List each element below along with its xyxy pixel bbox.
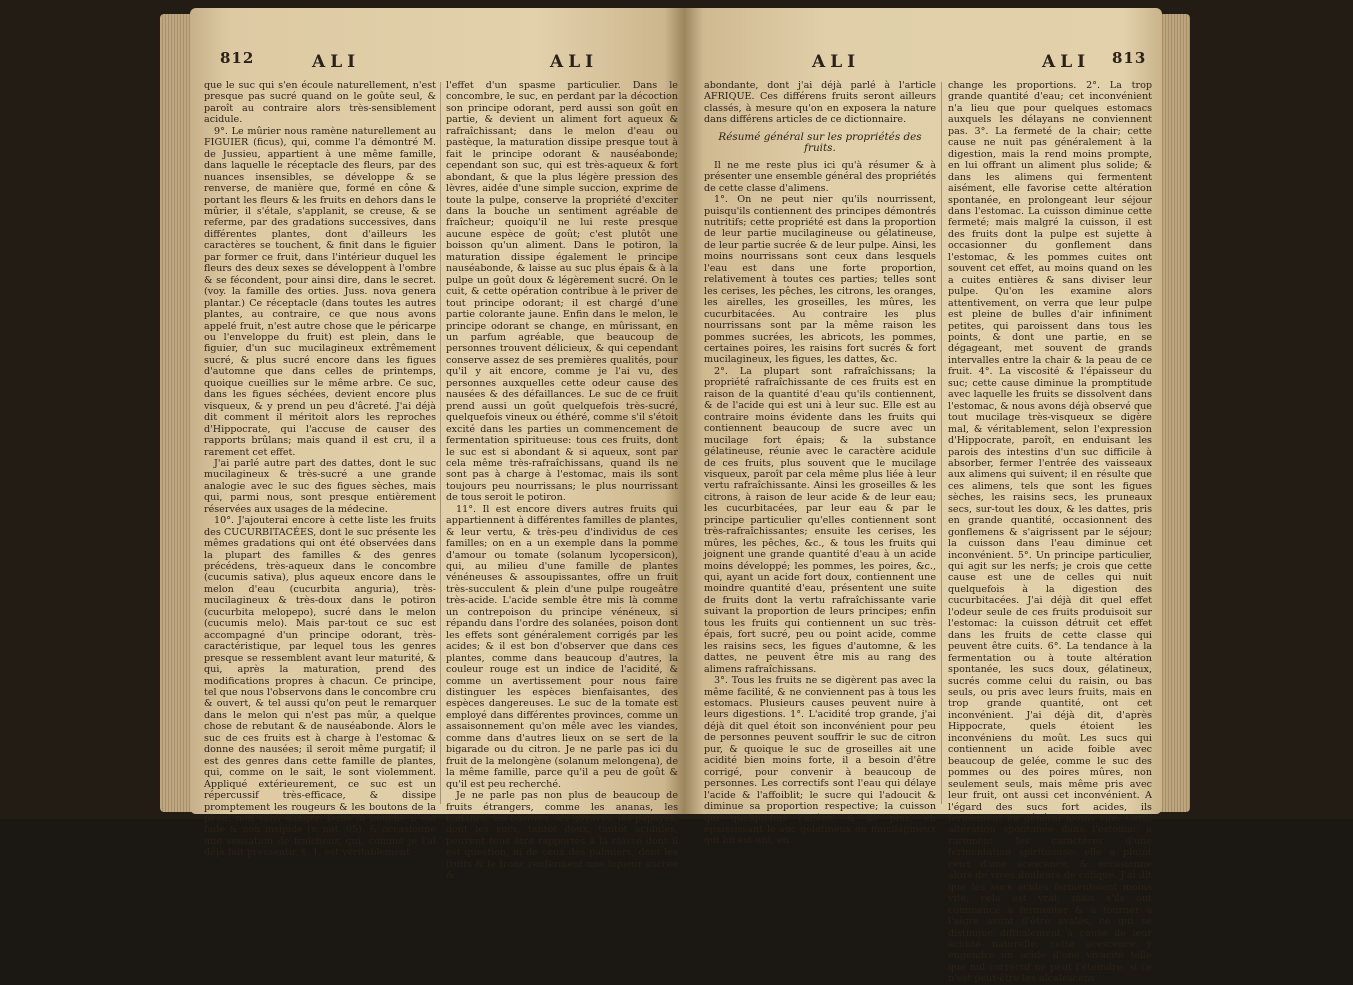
paragraph: 11°. Il est encore divers autres fruits qui appartiennent à différentes familles de plantes, & leur vertu, & très-peu d'individus de ces familles; on en a un exemple dans la pomme d'amour ou tomate (solanum lycopersicon), qui, au milieu d'une famille de plantes vénéneuses & assoupissantes, offre un fruit très-succulent & plein d'une pulpe rougeâtre très-acide. L'acide semble être mis là comme un contrepoison du principe vénéneux, si répandu dans l'ordre des solanées, poison dont les effets sont généralement corrigés par les acides; & il est bon d'observer que dans ces plantes, comme dans beaucoup d'autres, la couleur rouge est un indice de l'acidité, & comme un avertissement pour nous faire distinguer les espèces bienfaisantes, des espèces dangereuses. Le suc de la tomate est employé dans différentes provinces, comme un assaisonnement qu'on mêle avec les viandes, comme dans d'autres lieux on se sert de la bigarade ou du citron. Je ne parle pas ici du fruit de la melongène (solanum melongena), de la même famille, parce qu'il a peu de goût & qu'il est peu recherché.: [446, 503, 678, 790]
paragraph: 3°. Tous les fruits ne se digèrent pas avec la même facilité, & ne conviennent pas à tous les estomacs. Plusieurs causes peuvent nuire à leurs digestions. 1°. L'acidité trop grande, j'ai déjà dit quel étoit son inconvénient pour peu de personnes peuvent souffrir le suc de citron pur, & quoique le suc de groseilles ait une acidité bien moins forte, il a besoin d'être corrigé, pour convenir à beaucoup de personnes. Les correctifs sont l'eau qui délaye l'acide & l'affoiblit; le sucre qui l'adoucit & diminue sa proportion respective; la cuisson qui quelquefois l'altère, & de plus, en épaississant le suc gélatineux ou mucilagineux qui lui est uni, en: [704, 675, 936, 847]
column-divider: [440, 82, 441, 804]
right-page: [684, 8, 1162, 985]
left-page-header: [190, 49, 684, 72]
left-page: [190, 8, 684, 882]
left-page-column-2: [446, 80, 678, 882]
paragraph: 10°. J'ajouterai encore à cette liste les fruits des CUCURBITACÉES, dont le suc présente les mêmes gradations qui ont été observées dans la plupart des familles & des genres précédens, très-aqueux dans le concombre (cucumis sativa), plus aqueux encore dans le melon d'eau (cucurbita anguria), très-mucilagineux & très-doux dans le potiron (cucurbita melopepo), sucré dans le melon (cucumis melo). Mais par-tout ce suc est accompagné d'un principe odorant, très-caractéristique, par lequel tous les genres presque se ressemblent avant leur maturité, & qui, après la maturation, prend des modifications propres à chacun. Ce principe, tel que nous l'observons dans le concombre cru & ouvert, & tel aussi qu'on peut le remarquer dans le melon qui n'est pas mûr, a quelque chose de rebutant & de nauséabonde. Alors le suc de ces fruits est à charge à l'estomac & donne des nausées; il seroit même purgatif; il est des genres dans cette famille de plantes, qui, comme on le sait, le sont violemment. Appliqué extérieurement, ce suc est un répercussif très-efficace, & dissipe promptement les rougeurs & les boutons de la peau, non sans danger. Dans la bouche il est fade & non insipide (v. not. 65), & occasionne une sensation de fraîcheur, qui, comme je l'ai déjà fait pressentir, §. 1, est véritablement: [204, 515, 436, 859]
paragraph: change les proportions. 2°. La trop grande quantité d'eau; cet inconvénient n'a lieu que pour quelques estomacs auxquels les délayans ne conviennent pas. 3°. La fermeté de la chair; cette cause ne nuit pas généralement à la digestion, mais la rend moins prompte, en lui offrant un aliment plus solide; & dans les alimens qui fermentent aisément, elle favorise cette altération spontanée, en prolongeant leur séjour dans l'estomac. La cuisson diminue cette fermeté; mais malgré la cuisson, il est des fruits dont la pulpe est sujette à occasionner du gonflement dans l'estomac, & les pommes cuites ont souvent cet effet, au moins quand on les a cuites entières & sans diviser leur pulpe. Qu'on les examine alors attentivement, on verra que leur pulpe est pleine de bulles d'air infiniment petites, qui paroissent dans tous les points, & dont une partie, en se dégageant, met souvent de grands intervalles entre la chair & la peau de ce fruit. 4°. La viscosité & l'épaisseur du suc; cette cause diminue la promptitude avec laquelle les fruits se dissolvent dans l'estomac, & nous avons déjà observé que tout mucilage très-visqueux se digère mal, & véritablement, selon l'expression d'Hippocrate, paroît, en enduisant les parois des intestins d'un suc difficile à absorber, fermer l'entrée des vaisseaux aux alimens qui suivent; il en résulte que ces alimens, tels que sont les figues sèches, les raisins secs, les pruneaux secs, sur-tout les doux, & les dattes, pris en grande quantité, occasionnent des gonflemens & s'aigrissent par le séjour; la cuisson dans l'eau diminue cet inconvénient. 5°. Un principe particulier, qui agit sur les nerfs; je crois que cette cause est une de celles qui nuit quelquefois à la digestion des cucurbitacées. J'ai déjà dit quel effet l'odeur seule de ces fruits produisoit sur l'estomac: la cuisson détruit cet effet dans les fruits de cette classe qui peuvent être cuits. 6°. La tendance à la fermentation ou à toute altération spontanée, les sucs doux, gélatineux, sucrés comme celui du raisin, ou bas seuls, ou pris avec leurs fruits, mais en trop grande quantité, ont cet inconvénient. J'ai déjà dit, d'après Hippocrate, quels étoient les inconvéniens du moût. Les sucs qui contiennent un acide foible avec beaucoup de gelée, comme le suc des pommes ou des poires mûres, non seulement seuls, mais même pris avec leur fruit, ont aussi cet inconvénient. A l'égard des sucs fort acides, ils fermentent en général moins vite. Cette altération spontanée dans l'estomac a rarement les caractères d'une fermentation spiritueuse; elle a plutôt ceux d'une acescence, & occasionne alors de vives douleurs de colique. J'ai dit que les sucs acides fermentoient moins vite; cela est vrai; mais s'ils ont commencé à fermenter & à tourner à l'aigre avant d'être avalés, ce qui se distingue difficilement à cause de leur acidité naturelle; cette acescence y engendre un acide d'une vivacité telle que nul correctif ne peut l'éteindre; si ce n'est peut-être les alcalescens.: [948, 80, 1152, 985]
left-running-head-right: ALI: [550, 52, 599, 72]
paragraph: abondante, dont j'ai déjà parlé à l'article AFRIQUE. Ces différens fruits seront ailleurs classés, à mesure qu'on en exposera la nature dans différens articles de ce dictionnaire.: [704, 80, 936, 126]
right-running-head-left: ALI: [812, 52, 861, 72]
right-page-column-2: [948, 80, 1152, 985]
right-page-column-1: [704, 80, 936, 847]
paragraph: Il ne me reste plus ici qu'à résumer & à présenter une ensemble général des propriétés de cette classe d'alimens.: [704, 159, 936, 194]
paragraph: 1°. On ne peut nier qu'ils nourrissent, puisqu'ils contiennent des principes démontrés nutritifs; cette propriété est dans la proportion de leur partie mucilagineuse ou gélatineuse, de leur partie sucrée & de leur pulpe. Ainsi, les moins nourrissans sont ceux dans lesquels l'eau est dans une forte proportion, relativement à toutes ces parties; telles sont les cerises, les pêches, les citrons, les oranges, les airelles, les groseilles, les mûres, les cucurbitacées. Au contraire les plus nourrissans sont par la même raison les pommes sucrées, les abricots, les pommes, certaines poires, les raisins fort sucrés & fort mucilagineux, les figues, les dattes, &c.: [704, 194, 936, 366]
right-page-edges: [1160, 14, 1190, 812]
column-divider: [941, 82, 942, 804]
paragraph: 2°. La plupart sont rafraîchissans; la propriété rafraîchissante de ces fruits est en raison de la quantité d'eau qu'ils contiennent, & de l'acide qui est uni à leur suc. Elle est au contraire moins évidente dans les fruits qui contiennent beaucoup de sucre avec un mucilage fort épais; & la substance gélatineuse, réunie avec le caractère acidule de ces fruits, plus souvent que le mucilage visqueux, paroît par cela même plus liée à leur vertu rafraîchissante. Ainsi les groseilles & les citrons, à raison de leur acide & de leur eau; les cucurbitacées, par leur eau & par le principe particulier qu'elles contiennent sont très-rafraîchissantes; ensuite les cerises, les mûres, les pêches, &c., & tous les fruits qui joignent une grande quantité d'eau à un acide moins développé; les pommes, les poires, &c., qui, ayant un acide fort doux, contiennent une moindre quantité d'eau, présentent une suite de fruits dont la vertu rafraîchissante varie suivant la proportion de leurs principes; enfin tous les fruits qui contiennent un suc très-épais, fort sucré, peu ou point acide, comme les raisins secs, les figues d'automne, & les dattes, ne peuvent être mis au rang des alimens rafraîchissans.: [704, 365, 936, 675]
paragraph: que le suc qui s'en écoule naturellement, n'est presque pas sucré quand on le goûte seul, & paroît au contraire alors très-sensiblement acidule.: [204, 80, 436, 126]
paragraph: Je ne parle pas non plus de beaucoup de fruits étrangers, comme les ananas, les bananes, les bacoves, les goyaves, les papayes, dont les sucs, tantôt doux, tantôt acidules, peuvent tous être rapportés à la classe dont il est question, ni de ceux des palmiers, dont les fruits & le tronc renferment une liqueur sucrée &: [446, 790, 678, 882]
paragraph: 9°. Le mûrier nous ramène naturellement au FIGUIER (ficus), qui, comme l'a démontré M. de Jussieu, appartient à une même famille, dans laquelle le réceptacle des fleurs, par des nuances insensibles, se développe & se renverse, de manière que, formé en cône & portant les fleurs & les fruits en dehors dans le mûrier, il s'étale, s'applanit, se creuse, & se referme, par des gradations successives, dans différentes plantes, dont d'ailleurs les caractères se touchent, & finit dans le figuier par former ce fruit, dans l'intérieur duquel les fleurs des deux sexes se développent à l'ombre & se fécondent, pour ainsi dire, dans le secret. (voy. la famille des orties. Juss. nova genera plantar.) Ce réceptacle (dans toutes les autres plantes, au contraire, ce que nous avons appelé fruit, n'est autre chose que le péricarpe ou l'enveloppe du fruit) est plein, dans le figuier, d'un suc mucilagineux extrêmement sucré, & plus sucré encore dans les figues d'automne que dans celles de printemps, quoique cueillies sur le même arbre. Ce suc, dans les figues séchées, devient encore plus visqueux, & y prend un peu d'âcreté. J'ai déjà dit comment il méritoit alors les reproches d'Hippocrate, qui l'accuse de causer des rapports brûlans; mais quand il est cru, il a rarement cet effet.: [204, 125, 436, 458]
left-page-column-1: [204, 80, 436, 859]
paragraph: J'ai parlé autre part des dattes, dont le suc mucilagineux & très-sucré a une grande analogie avec le suc des figues sèches, mais qui, parmi nous, sont presque entièrement réservées aux usages de la médecine.: [204, 457, 436, 515]
section-heading: Résumé général sur les propriétés des fruits.: [718, 130, 922, 155]
right-page-header: [684, 49, 1162, 72]
left-page-number: 812: [220, 49, 255, 67]
left-page-edges: [160, 14, 192, 812]
left-running-head-left: ALI: [312, 52, 361, 72]
right-running-head-right: ALI: [1042, 52, 1091, 72]
paragraph: l'effet d'un spasme particulier. Dans le concombre, le suc, en perdant par la décoction son principe odorant, perd aussi son goût en partie, & devient un aliment fort aqueux & rafraîchissant; dans le melon d'eau ou pastèque, la maturation dissipe presque tout à fait le principe odorant & nauséabonde; cependant son suc, qui est très-aqueux & fort abondant, & que la plus légère pression des lèvres, aidée d'une simple succion, exprime de toute la pulpe, conserve la propriété d'exciter dans la bouche un sentiment agréable de fraîcheur; quoiqu'il ne lui reste presque aucune espèce de goût; c'est plutôt une boisson qu'un aliment. Dans le potiron, la maturation dissipe également le principe nauséabonde, & laisse au suc plus épais & à la pulpe un goût doux & légèrement sucré. On le cuit, & cette opération contribue à le priver de tout principe odorant; il est chargé d'une partie colorante jaune. Enfin dans le melon, le principe odorant se change, en mûrissant, en un parfum agréable, que beaucoup de personnes trouvent délicieux, & qui cependant conserve assez de ses premières qualités, pour qu'il y ait encore, comme je l'ai vu, des personnes auxquelles cette odeur cause des nausées & des défaillances. Le suc de ce fruit prend aussi un goût quelquefois très-sucré, quelquefois vineux ou éthéré, comme s'il s'étoit excité dans les parties un commencement de fermentation spiritueuse: tous ces fruits, dont le suc est si abondant & si aqueux, sont par cela même très-rafraîchissans, quand ils ne sont pas à charge à l'estomac, mais ils sont toujours peu nourrissans; le plus nourrissant de tous seroit le potiron.: [446, 80, 678, 504]
right-page-number: 813: [1112, 49, 1147, 67]
